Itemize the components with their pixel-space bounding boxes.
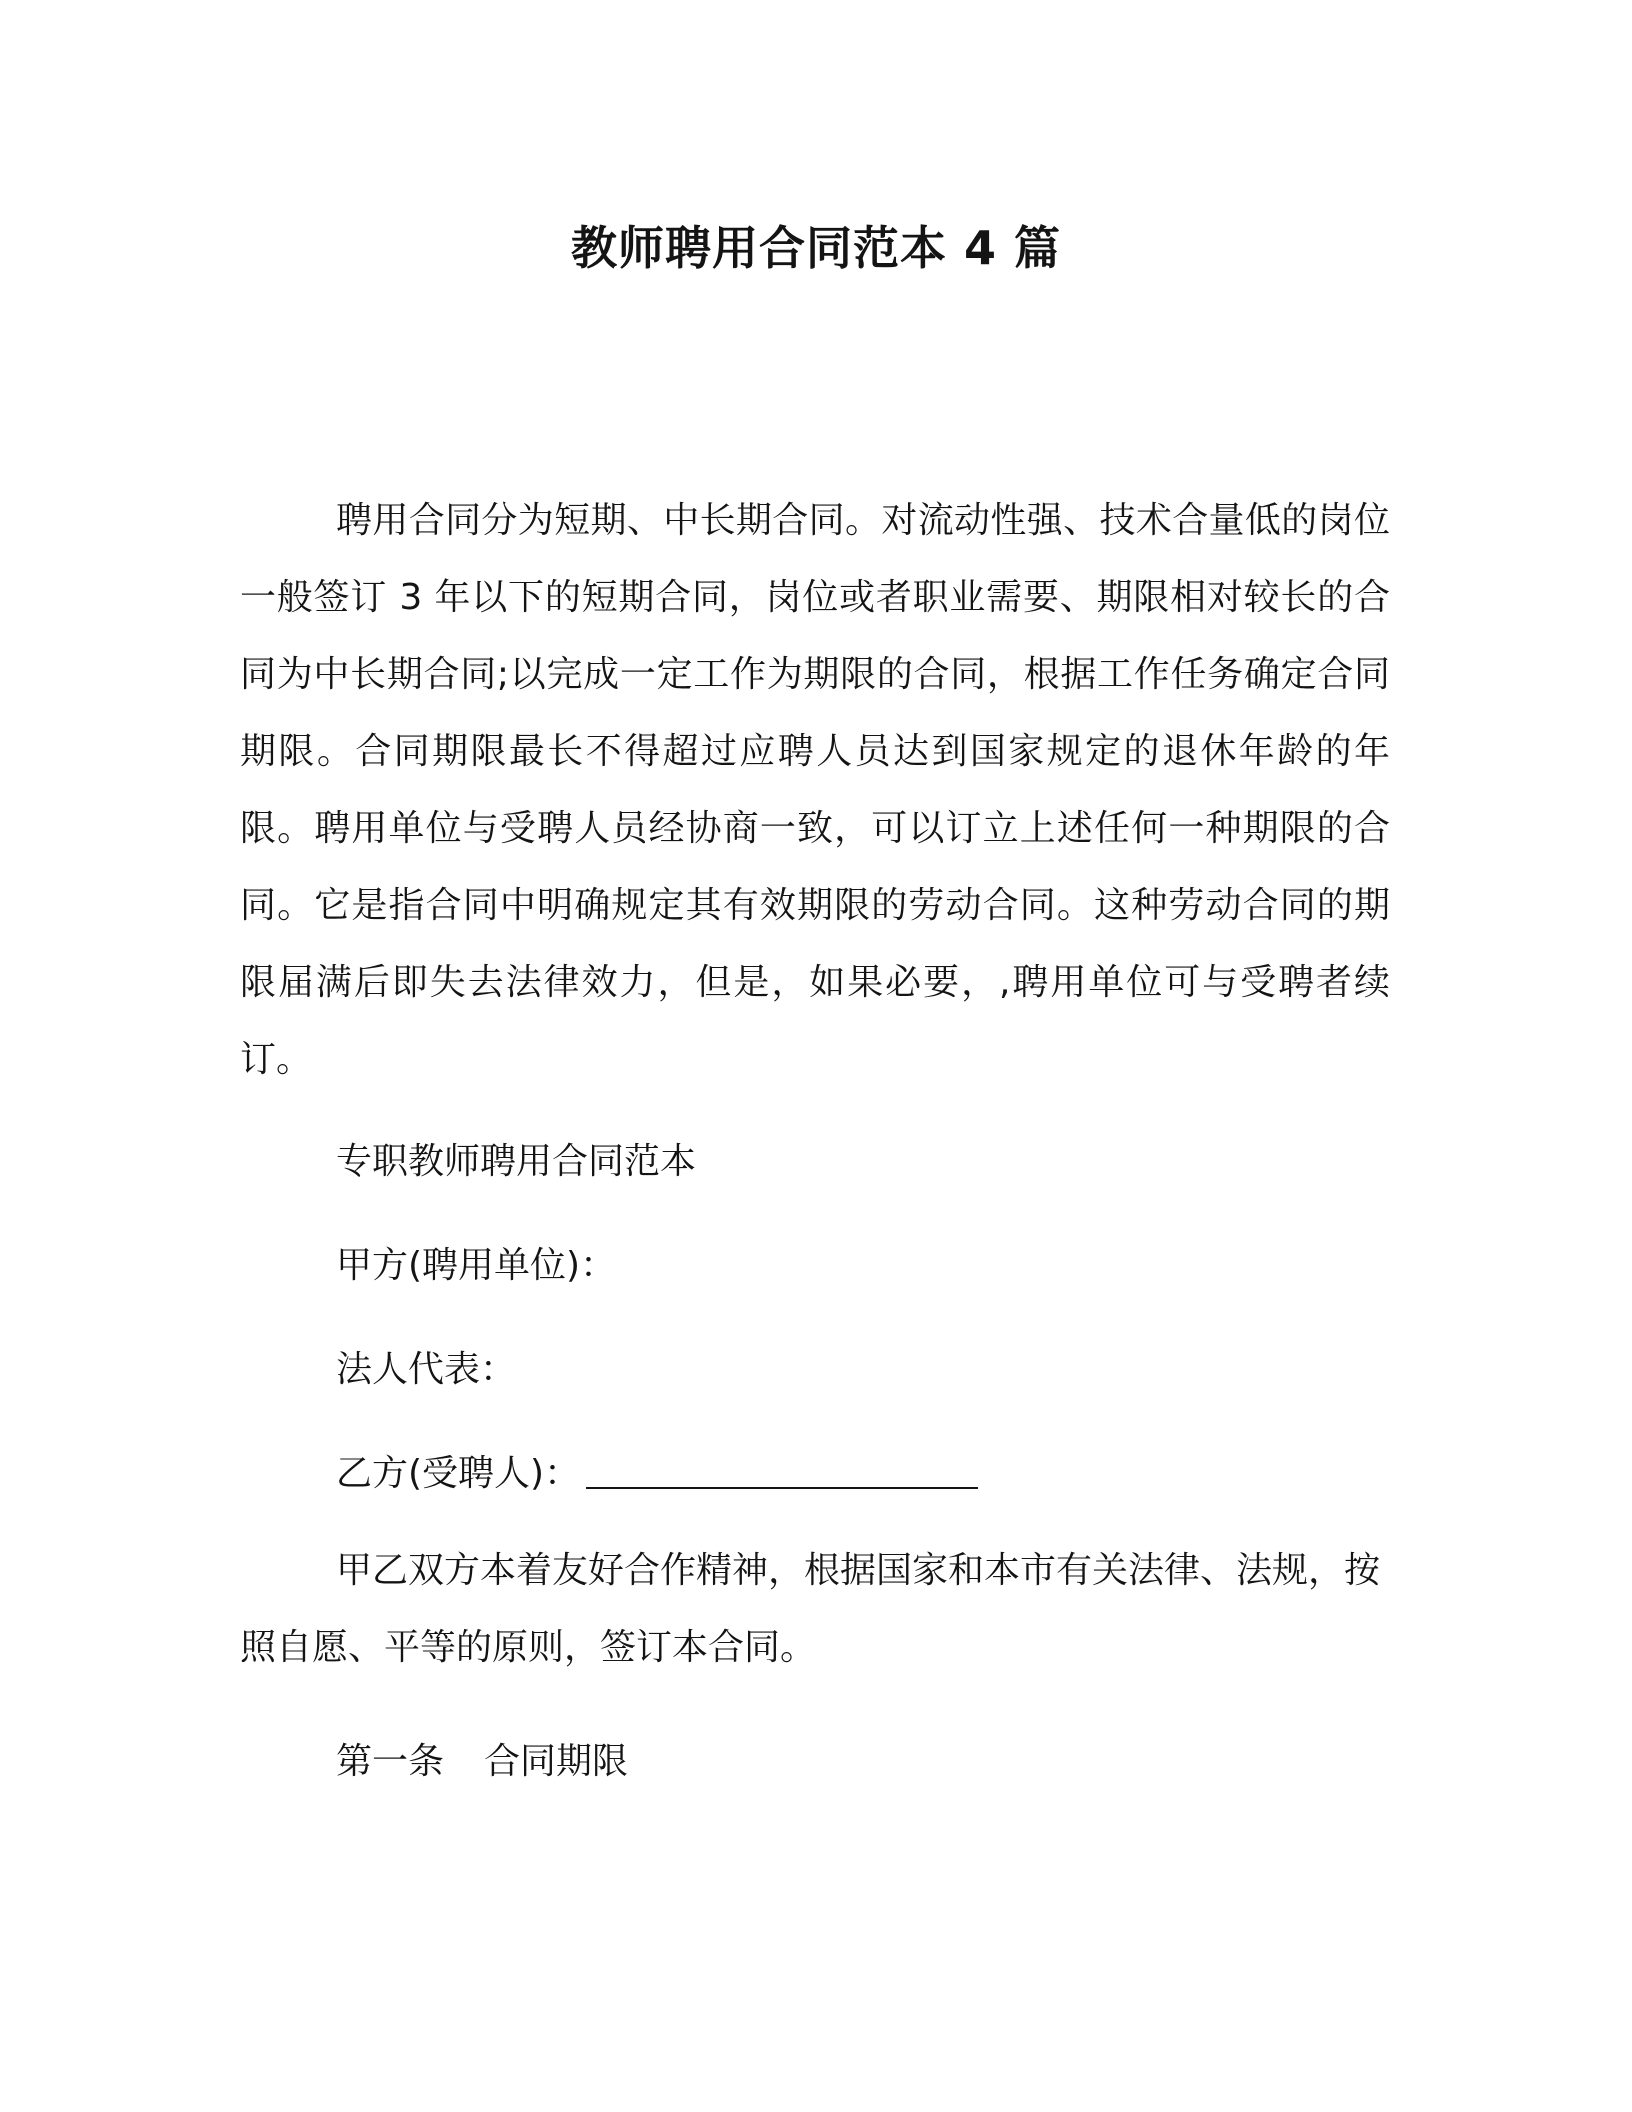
- party-b-label: 乙方(受聘人)：: [336, 1453, 581, 1494]
- legal-rep-label: 法人代表：: [336, 1349, 517, 1390]
- document-title: 教师聘用合同范本 4 篇: [570, 221, 1062, 275]
- party-b-blank: [586, 1451, 978, 1489]
- section-title: 专职教师聘用合同范本: [336, 1141, 697, 1182]
- agreement-paragraph: 甲乙双方本着友好合作精神，根据国家和本市有关法律、法规，按照自愿、平等的原则，签订本合同。: [240, 1550, 1381, 1668]
- party-b-line: [336, 1444, 978, 1504]
- intro-paragraph: 聘用合同分为短期、中长期合同。对流动性强、技术合量低的岗位一般签订 3 年以下的短期合同，岗位或者职业需要、期限相对较长的合同为中长期合同;以完成一定工作为期限的合同，根据工作任务确定合同期限。合同期限最长不得超过应聘人员达到国家规定的退休年龄的年限。聘用单位与受聘人员经协商一致，可以订立上述任何一种期限的合同。它是指合同中明确规定其有效期限的劳动合同。这种劳动合同的期限届满后即失去法律效力，但是，如果必要，,聘用单位可与受聘者续订。: [240, 500, 1390, 1080]
- article-1-heading: [336, 1732, 628, 1792]
- article-1-number: 第一条: [336, 1741, 445, 1782]
- party-a-label: 甲方(聘用单位)：: [336, 1245, 617, 1286]
- article-1-title: 合同期限: [484, 1741, 629, 1782]
